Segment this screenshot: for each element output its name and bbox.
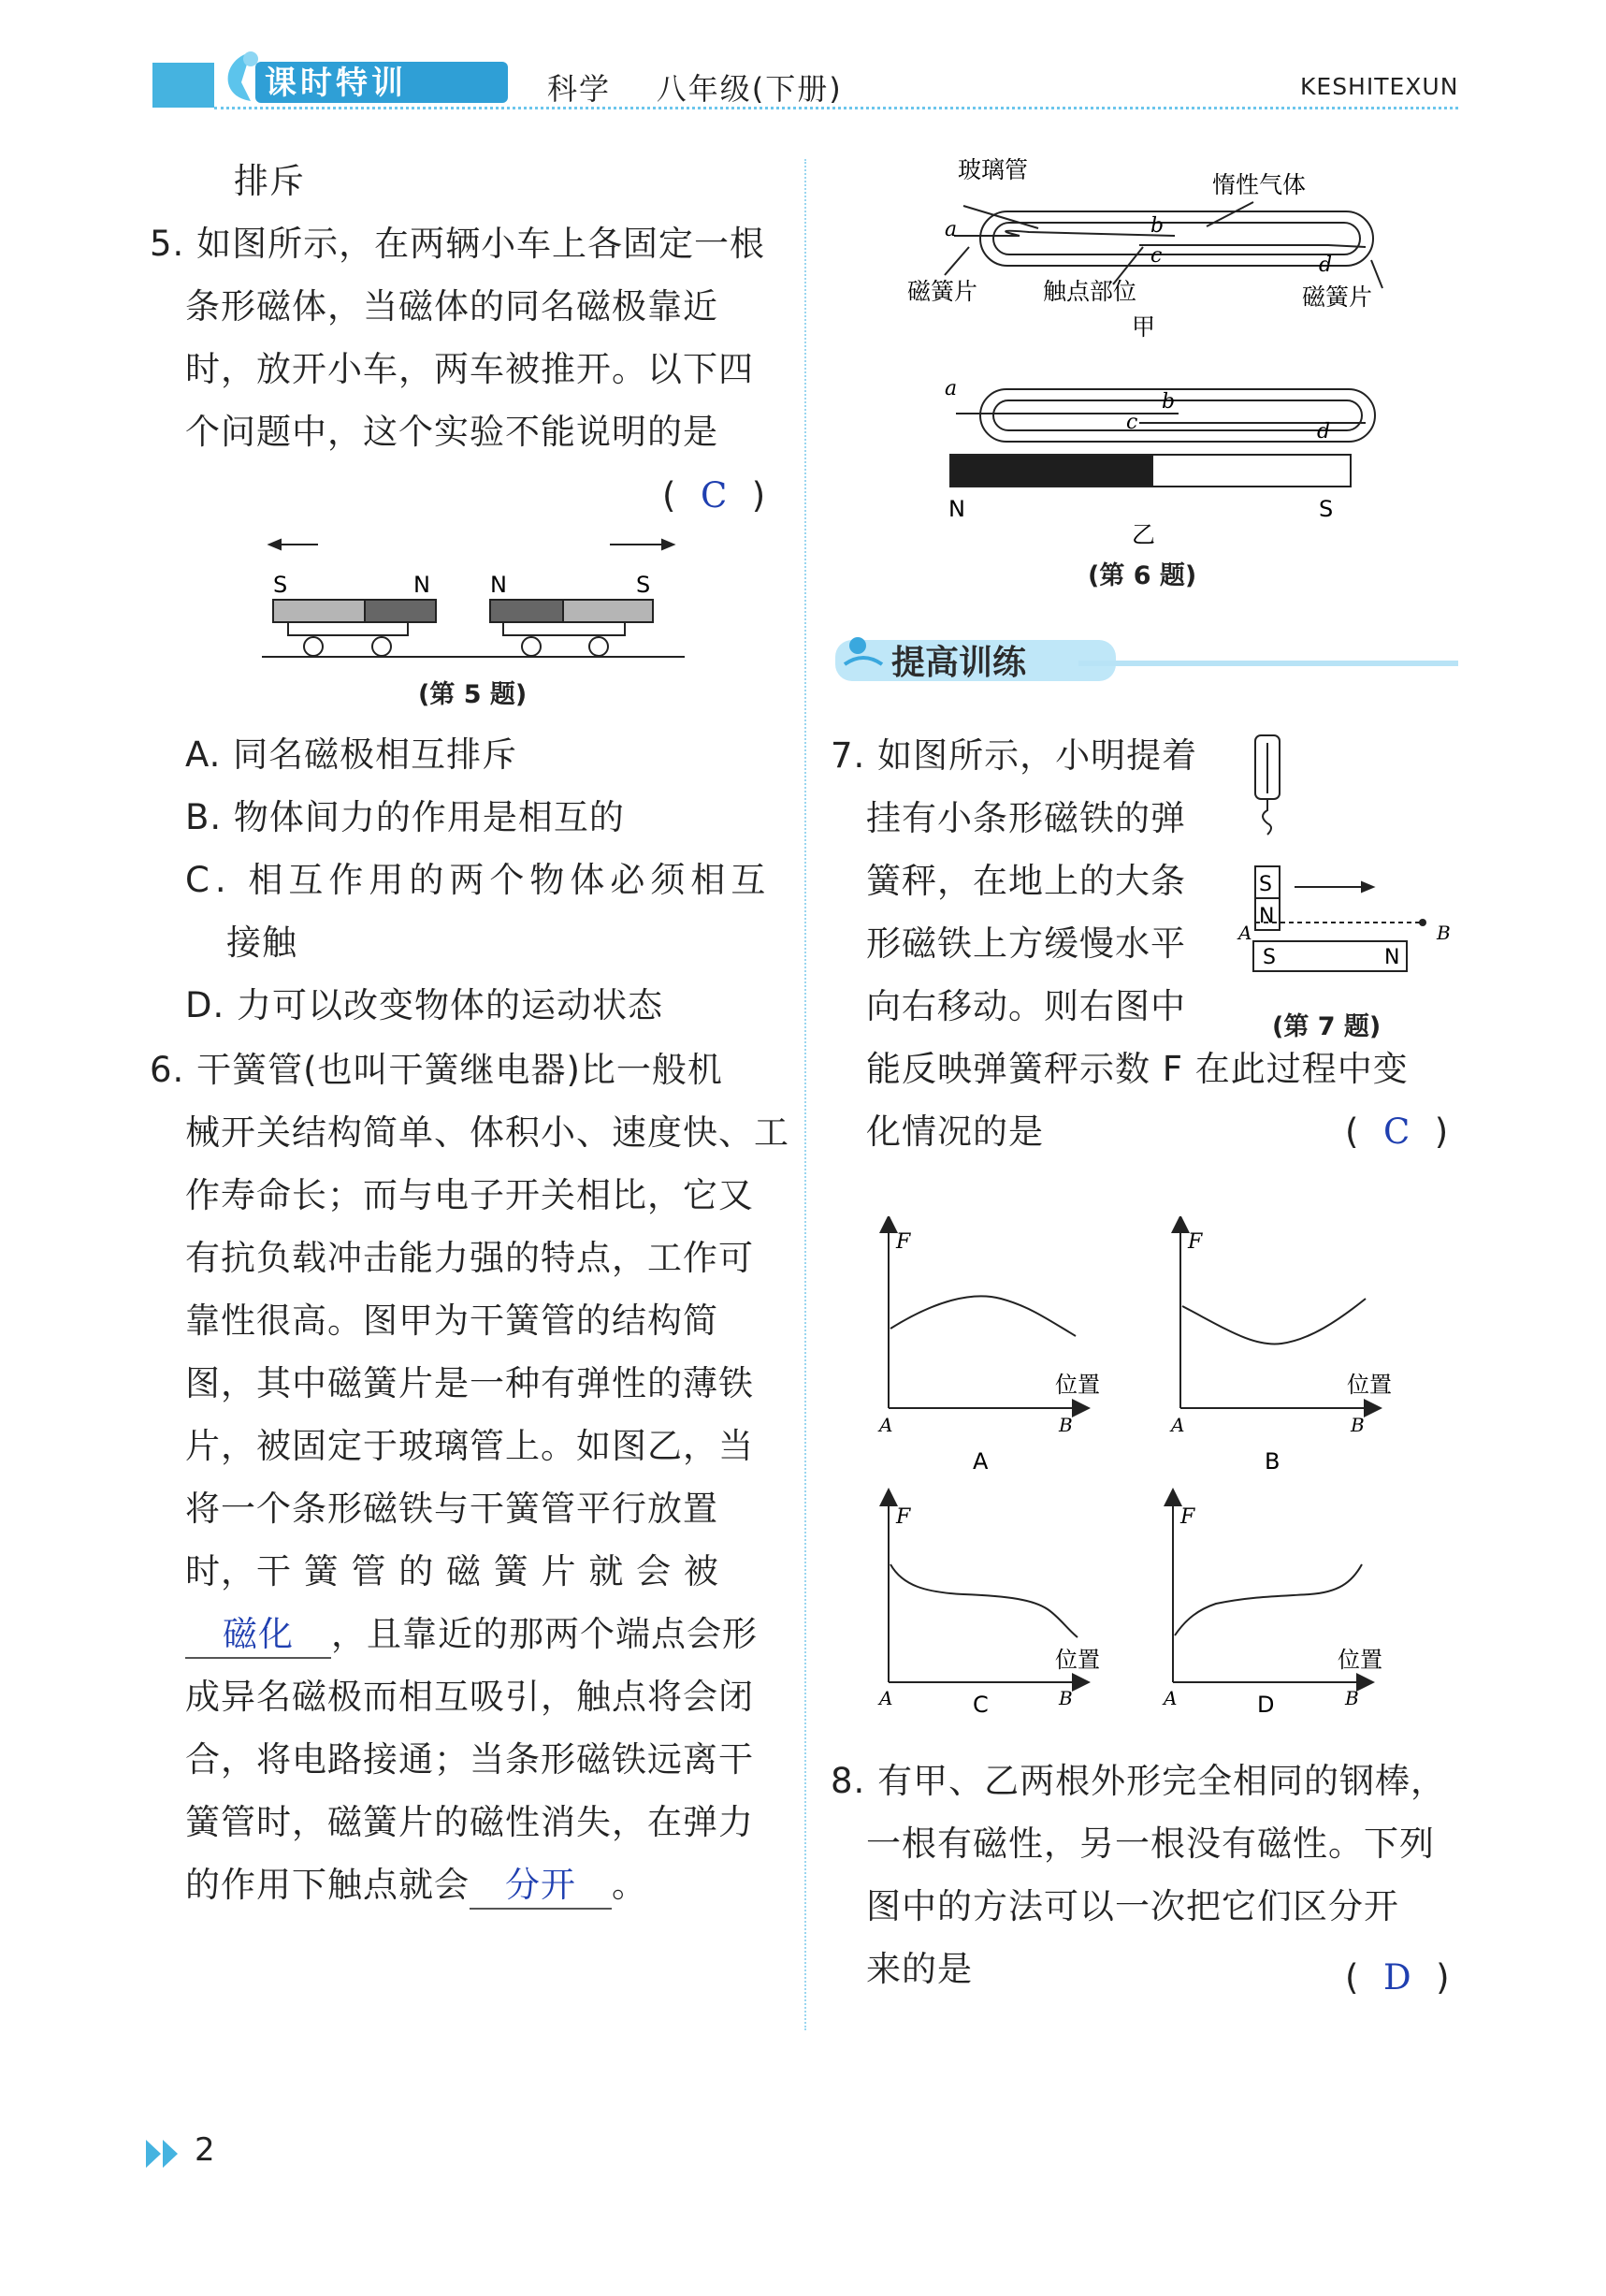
graph-c [877,1497,1100,1718]
point-b-dot [1419,919,1426,926]
label-c-yi: c [1126,411,1138,434]
q6-line-6: 图，其中磁簧片是一种有弹性的薄铁 [185,1363,754,1403]
pole-label-s2: S [636,572,651,598]
cart2-wheel-1 [522,637,541,656]
graph-d-x-end: B [1345,1687,1359,1709]
label-a-yi: a [945,377,958,400]
spring-scale-hook [1263,799,1271,835]
cart2-wheel-2 [589,637,608,656]
q6-line-9: 时，干 簧 管 的 磁 簧 片 就 会 被 [185,1551,719,1591]
graph-a-curve [890,1296,1076,1336]
q5-answer-bracket: ( C ) [662,475,767,516]
q7-answer-bracket: ( C ) [1345,1112,1450,1152]
graph-b-curve [1182,1299,1366,1344]
logo-text: 课时特训 [265,65,407,102]
fig5-carts-diagram [262,529,702,688]
graph-a-y-label: F [896,1230,911,1254]
graph-b [1169,1224,1392,1475]
q5-option-a: A. 同名磁极相互排斥 [185,734,518,775]
q5-line-3: 时，放开小车，两车被推开。以下四 [185,349,754,389]
graph-b-x-end: B [1351,1414,1365,1436]
yi-glass-tube-inner [993,400,1362,430]
graph-b-option-label: B [1265,1448,1280,1475]
graph-d-x-label: 位置 [1338,1647,1382,1673]
graph-a-x-start: A [879,1414,893,1436]
q7-line-2: 挂有小条形磁铁的弹 [866,798,1186,838]
label-magnet-s: S [1319,496,1334,522]
q5-line-2: 条形磁体，当磁体的同名磁极靠近 [185,286,718,327]
q6-line-1: 6. 干簧管(也叫干簧继电器)比一般机 [150,1050,723,1090]
label-big-n: N [1384,946,1400,969]
q5-stem [150,212,765,463]
header-logo [213,45,522,110]
label-point-b: B [1437,922,1451,944]
fig7-spring-scale-diagram [1235,730,1459,1020]
q8-line-2: 一根有磁性，另一根没有磁性。下列 [866,1824,1435,1864]
q4-tail: 排斥 [234,161,305,201]
q5-answer: C [700,475,729,516]
graph-a-x-label: 位置 [1055,1372,1100,1398]
label-jia: 甲 [1132,313,1156,341]
fig6-caption: (第 6 题) [1088,561,1197,590]
column-divider [804,159,806,2030]
motion-arrowhead [1362,882,1373,892]
q7-line-5: 向右移动。则右图中 [866,986,1186,1026]
q8-line-3: 图中的方法可以一次把它们区分开 [866,1886,1399,1926]
graph-a-option-label: A [973,1448,989,1475]
label-magnet-n: N [948,496,965,522]
jia-reed-right [1139,245,1366,247]
header-divider [214,107,1458,109]
graph-b-y-label: F [1188,1230,1203,1254]
graph-c-option-label: C [973,1692,989,1718]
label-a-jia: a [945,218,958,241]
q7-line-6: 能反映弹簧秤示数 F 在此过程中变 [866,1049,1409,1089]
label-small-s: S [1259,873,1272,896]
graph-d-x-start: A [1164,1687,1178,1709]
q5-line-1: 5. 如图所示，在两辆小车上各固定一根 [150,224,766,264]
fig5-caption: (第 5 题) [418,680,528,709]
graph-b-x-label: 位置 [1347,1372,1392,1398]
q6-line-14: 的作用下触点就会 分开 。 [150,1853,789,1916]
q6-line-8: 将一个条形磁铁与干簧管平行放置 [185,1489,718,1529]
q6-line-11: 成异名磁极而相互吸引，触点将会闭 [185,1677,754,1717]
header-subject: 科学 八年级(下册) [547,71,843,107]
q5-option-c: C. 相互作用的两个物体必须相互 [185,860,772,900]
cart1-magnet-n [365,600,436,622]
q6-line-3: 作寿命长；而与电子开关相比，它又 [185,1175,754,1215]
q7-line-7: 化情况的是 [866,1112,1044,1152]
yi-magnet-n-half [950,455,1152,487]
q6-blank-1: 磁化 [185,1612,331,1659]
q5-options [185,723,771,1037]
q5-line-4: 个问题中，这个实验不能说明的是 [185,412,718,452]
q5-option-c-cont: 接触 [226,923,297,963]
cart2-body [503,622,625,635]
q6-line-5: 靠性很高。图甲为干簧管的结构简 [185,1301,718,1341]
label-glass-tube: 玻璃管 [958,156,1029,183]
graph-c-y-label: F [896,1505,911,1529]
graph-c-x-start: A [879,1687,893,1709]
q7-line-3: 簧秤，在地上的大条 [866,861,1186,901]
jia-reed-left [954,231,1175,236]
pointer-reed-left [945,247,969,275]
pole-label-n2: N [490,572,507,598]
label-point-a: A [1238,922,1252,944]
yi-magnet-s-half [1152,455,1351,487]
graph-d-curve [1175,1564,1362,1635]
q5-option-d: D. 力可以改变物体的运动状态 [185,985,664,1025]
graph-a [877,1224,1100,1475]
q7-line-1: 7. 如图所示，小明提着 [831,735,1198,776]
yi-glass-tube [980,389,1375,442]
pole-label-n1: N [413,572,430,598]
graph-c-curve [890,1564,1078,1637]
label-contact: 触点部位 [1043,278,1137,305]
q6-line-10: 磁化 ，且靠近的那两个端点会形 [150,1603,789,1665]
q7-answer: C [1382,1112,1411,1152]
fig7-caption: (第 7 题) [1272,1012,1382,1041]
pole-label-s1: S [273,572,288,598]
q5-option-b: B. 物体间力的作用是相互的 [185,797,625,837]
q8-answer: D [1382,1957,1412,1998]
label-b-yi: b [1162,390,1176,414]
label-reed-right: 磁簧片 [1302,283,1373,311]
graph-a-x-end: B [1059,1414,1073,1436]
cart1-body [288,622,408,635]
right-arrowhead [662,540,673,549]
label-d-jia: d [1319,254,1333,277]
graph-d [1162,1497,1382,1718]
pointer-reed-right [1371,260,1382,288]
left-arrowhead [269,540,281,549]
q7-line-4: 形磁铁上方缓慢水平 [866,923,1186,964]
q7-option-graphs [861,1216,1459,1722]
graph-d-option-label: D [1257,1692,1275,1718]
footer-double-chevron-icon [144,2138,183,2170]
fig6-reed-switch-diagram [898,150,1422,589]
q6-line-2: 械开关结构简单、体积小、速度快、工 [185,1112,789,1153]
header-color-block [152,63,214,108]
label-reed-left: 磁簧片 [907,278,978,305]
graph-b-x-start: A [1171,1414,1185,1436]
header-brand-code: KESHITEXUN [1300,73,1459,100]
label-yi: 乙 [1132,521,1156,548]
label-small-n: N [1259,905,1275,928]
cart1-magnet-s [273,600,365,622]
jia-glass-tube [980,211,1373,266]
label-big-s: S [1263,946,1276,969]
graph-d-y-label: F [1180,1505,1195,1529]
page-number: 2 [195,2131,215,2169]
cart2-magnet-n [490,600,563,622]
label-d-yi: d [1317,420,1331,443]
q6-line-13: 簧管时，磁簧片的磁性消失，在弹力 [185,1802,754,1842]
label-b-jia: b [1150,214,1165,238]
graph-c-x-label: 位置 [1055,1647,1100,1673]
q6-line-12: 合，将电路接通；当条形磁铁远离干 [185,1739,754,1780]
q8-answer-bracket: ( D ) [1345,1957,1451,1998]
cart1-wheel-1 [304,637,323,656]
label-inert-gas: 惰性气体 [1212,171,1307,198]
cart2-magnet-s [563,600,653,622]
section-title-banner [835,627,1462,689]
label-c-jia: c [1150,244,1163,268]
q8-line-1: 8. 有甲、乙两根外形完全相同的钢棒， [831,1761,1447,1801]
cart1-wheel-2 [372,637,391,656]
q6-stem [150,1039,789,1916]
q6-line-4: 有抗负载冲击能力强的特点，工作可 [185,1238,754,1278]
q8-line-4: 来的是 [866,1949,973,1989]
q6-line-7: 片，被固定于玻璃管上。如图乙，当 [185,1426,754,1466]
graph-c-x-end: B [1059,1687,1073,1709]
section-title: 提高训练 [891,644,1027,682]
q6-blank-2: 分开 [470,1863,612,1910]
jia-glass-tube-inner [993,223,1360,254]
